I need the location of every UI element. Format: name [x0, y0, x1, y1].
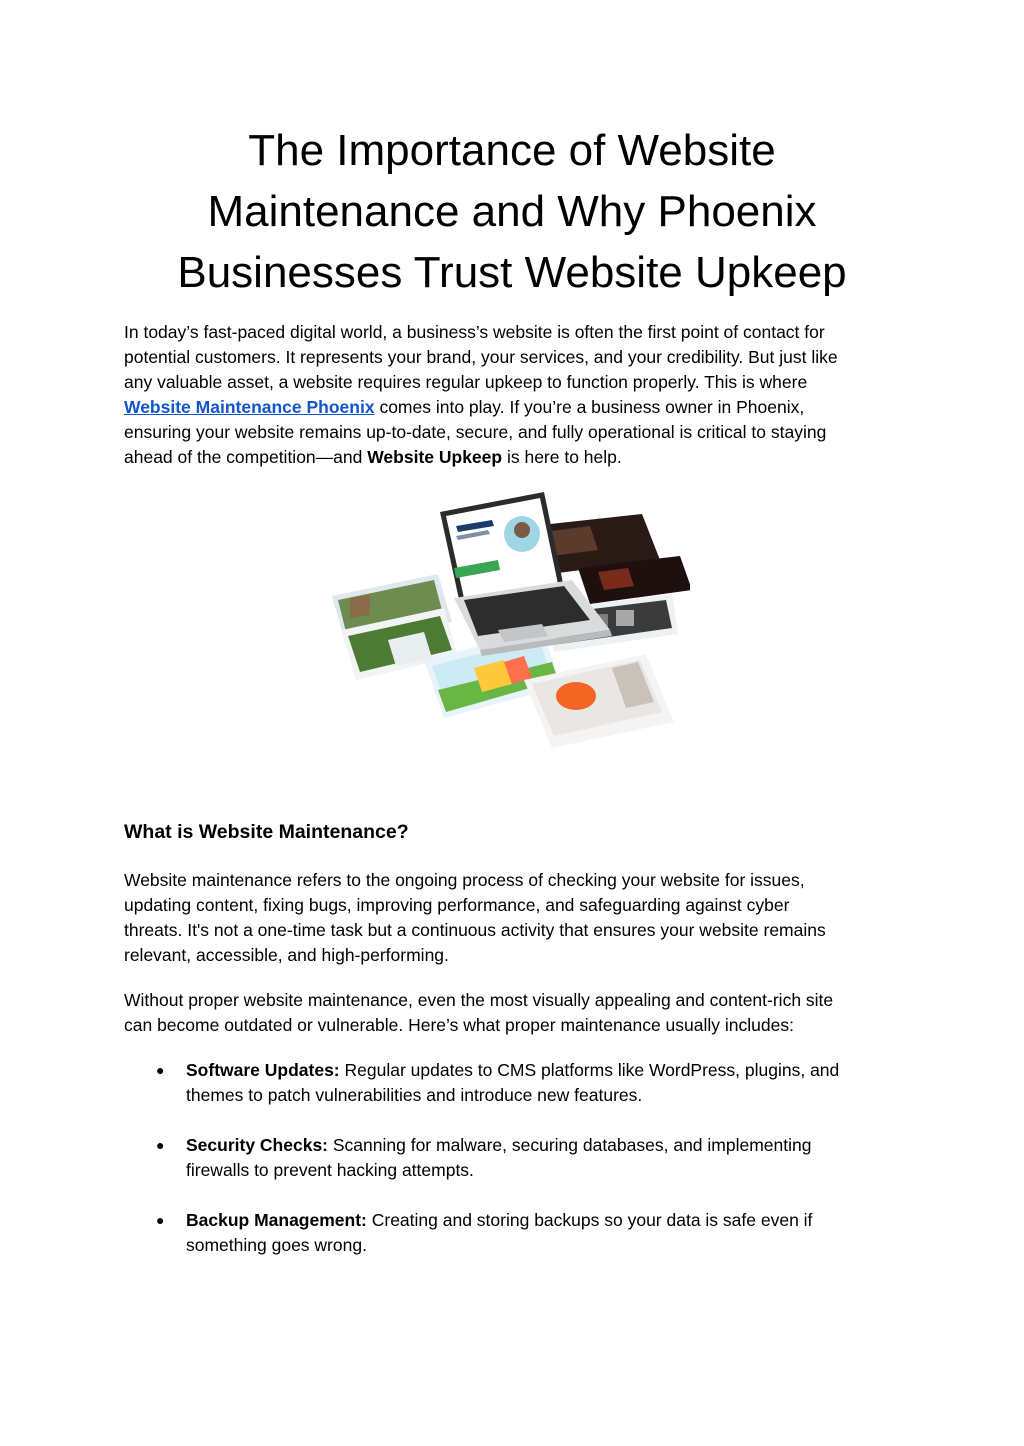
text-run: comes into play. If you’re a business owner in Phoenix,	[374, 397, 805, 417]
bullet-icon: ●	[156, 1137, 165, 1153]
website-maintenance-phoenix-link[interactable]: Website Maintenance Phoenix	[124, 397, 375, 417]
page-title	[124, 120, 900, 303]
text-line: ensuring your website remains up-to-date, secure, and fully operational is critical to staying	[124, 422, 827, 442]
text-line	[186, 1058, 904, 1083]
text-run: ahead of the competition—and	[124, 447, 368, 467]
list-item	[124, 1133, 904, 1183]
text-line: threats. It's not a one-time task but a continuous activity that ensures your website remains	[124, 920, 826, 940]
text-line: can become outdated or vulnerable. Here’s what proper maintenance usually includes:	[124, 1015, 794, 1035]
item-label: Software Updates:	[186, 1060, 340, 1080]
text-line	[186, 1208, 904, 1233]
section-paragraph-2	[124, 988, 904, 1038]
text-line: any valuable asset, a website requires regular upkeep to function properly. This is where	[124, 372, 808, 392]
item-label: Security Checks:	[186, 1135, 329, 1155]
title-line: Maintenance and Why Phoenix	[207, 187, 817, 236]
item-label: Backup Management:	[186, 1210, 367, 1230]
text-line: firewalls to prevent hacking attempts.	[186, 1160, 474, 1180]
section-heading: What is Website Maintenance?	[124, 821, 409, 843]
text-run: Regular updates to CMS platforms like WordPress, plugins, and	[339, 1060, 840, 1080]
bullet-icon: ●	[156, 1212, 165, 1228]
text-line: Without proper website maintenance, even the most visually appealing and content-rich site	[124, 990, 834, 1010]
text-run: is here to help.	[502, 447, 622, 467]
text-line: potential customers. It represents your brand, your services, and your credibility. But just like	[124, 347, 838, 367]
bullet-icon: ●	[156, 1062, 165, 1078]
section-paragraph-1	[124, 868, 904, 968]
text-line	[124, 445, 904, 470]
text-line	[124, 395, 904, 420]
title-line: Businesses Trust Website Upkeep	[177, 248, 847, 297]
title-line: The Importance of Website	[248, 126, 776, 175]
text-line: something goes wrong.	[186, 1235, 367, 1255]
text-line	[186, 1133, 904, 1158]
text-line: Website maintenance refers to the ongoing process of checking your website for issues,	[124, 870, 805, 890]
maintenance-list	[124, 1058, 904, 1283]
website-collage-image	[328, 490, 690, 748]
text-line: themes to patch vulnerabilities and introduce new features.	[186, 1085, 643, 1105]
text-run: Scanning for malware, securing databases, and implementing	[328, 1135, 812, 1155]
list-item	[124, 1058, 904, 1108]
website-upkeep-bold: Website Upkeep	[367, 447, 503, 467]
text-line: In today’s fast-paced digital world, a business’s website is often the first point of contact for	[124, 322, 825, 342]
text-run: Creating and storing backups so your data is safe even if	[366, 1210, 813, 1230]
text-line: updating content, fixing bugs, improving performance, and safeguarding against cyber	[124, 895, 790, 915]
list-item	[124, 1208, 904, 1258]
intro-paragraph	[124, 320, 904, 470]
text-line: relevant, accessible, and high-performing.	[124, 945, 449, 965]
